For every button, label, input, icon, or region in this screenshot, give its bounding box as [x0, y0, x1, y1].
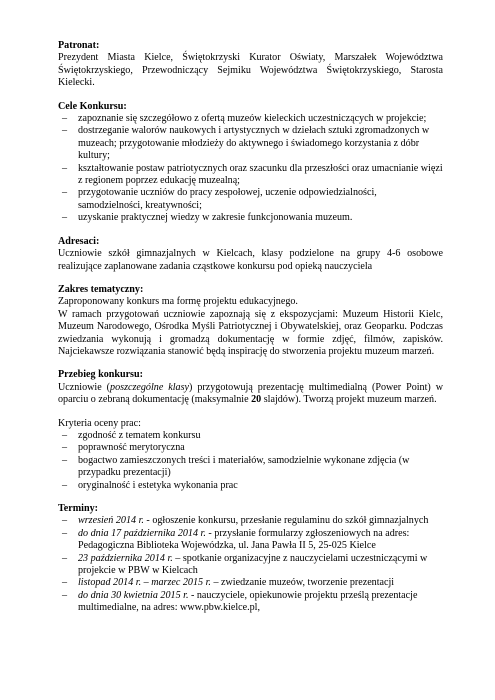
heading-kryteria: Kryteria oceny prac: [58, 417, 141, 429]
section-zakres [58, 284, 443, 358]
dash-marker: – [62, 212, 68, 224]
termin-text: – spotkanie organizacyjne z nauczycielami uczestniczącymi w projekcie w PBW w Kielcach [78, 552, 428, 577]
dash-marker: – [62, 187, 68, 199]
list-item [62, 515, 443, 527]
przebieg-part-1: Uczniowie ( [58, 381, 111, 393]
heading-patronat: Patronat: [58, 40, 100, 51]
list-item [62, 442, 443, 454]
termin-text: - przysłanie formularzy zgłoszeniowych na adres: Pedagogiczna Biblioteka Wojewódzka, ul. Jana Pawła II 5, 25-025 Kielce [78, 527, 410, 552]
dash-marker: – [62, 429, 68, 441]
list-item-text: poprawność merytoryczna [78, 442, 185, 454]
list-item-text: uzyskanie praktycznej wiedzy w zakresie funkcjonowania muzeum. [78, 212, 353, 224]
list-item [62, 577, 443, 589]
list-item [62, 429, 443, 442]
terminy-list [58, 515, 443, 614]
list-item-text: zapoznanie się szczegółowo z ofertą muzeów kieleckich uczestniczących w projekcie; [78, 113, 427, 125]
list-item [62, 212, 443, 224]
przebieg-part-2: ) przygotowują prezentację multimedialną (Power Point) w oparciu o zebraną dokumentację (maksymalnie [58, 381, 444, 406]
dash-marker: – [62, 162, 68, 174]
dash-marker: – [62, 515, 68, 527]
section-kryteria [58, 418, 443, 492]
list-item [62, 527, 443, 553]
zakres-line-2: W ramach przygotowań uczniowie zapoznają się z ekspozycjami: Muzeum Historii Kielc, Muzeum Narodowego, Ośrodka Myśli Patriotycznej i Obywatelskiej, oraz Geoparku. Podczas zwiedzania wykonują i gromadzą dokumentację w formie zdjęć, filmów, zapisków. Najciekawsze rozwiązania stanowić będą inspirację do stworzenia projektu muzeum marzeń. [58, 308, 443, 357]
heading-cele: Cele Konkursu: [58, 100, 127, 112]
list-item-text: oryginalność i estetyka wykonania prac [78, 479, 238, 491]
dash-marker: – [62, 552, 68, 564]
list-item [62, 187, 443, 212]
termin-date: listopad 2014 r. – marzec 2015 r. [78, 577, 211, 589]
termin-text: - nauczyciele, opiekunowie projektu prześlą prezentacje multimedialne, na adres: www.pbw.kielce.pl, [78, 589, 418, 614]
list-item [62, 454, 443, 480]
list-item-text: przygotowanie uczniów do pracy zespołowej, uczenie odpowiedzialności, samodzielności, kreatywności; [78, 187, 377, 211]
przebieg-bold-number: 20 [251, 394, 262, 406]
dash-marker: – [62, 113, 68, 125]
termin-date: 23 października 2014 r. [78, 552, 173, 564]
section-przebieg [58, 369, 443, 406]
dash-marker: – [62, 479, 68, 491]
dash-marker: – [62, 442, 68, 454]
list-item [62, 479, 443, 492]
przebieg-italic: poszczególne klasy [110, 381, 190, 393]
dash-marker: – [62, 527, 68, 539]
przebieg-text [58, 382, 443, 407]
section-cele [58, 101, 443, 225]
section-adresaci [58, 236, 443, 273]
cele-list [58, 113, 443, 225]
dash-marker: – [62, 125, 68, 137]
przebieg-part-3: slajdów). Tworzą projekt muzeum marzeń. [261, 394, 437, 406]
termin-date: wrzesień 2014 r. [78, 515, 144, 527]
list-item [62, 162, 443, 188]
list-item-text: zgodność z tematem konkursu [78, 429, 201, 441]
list-item-text: dostrzeganie walorów naukowych i artystycznych w dziełach sztuki zgromadzonych w muzeach; przygotowanie młodzieży do aktywnego i świadomego korzystania z dóbr kultury; [78, 125, 430, 162]
list-item-text: kształtowanie postaw patriotycznych oraz szacunku dla przeszłości oraz umacnianie więzi z regionem poprzez edukację muzealną; [78, 162, 443, 187]
document-content [58, 40, 443, 626]
list-item [62, 552, 443, 578]
patronat-text: Prezydent Miasta Kielce, Świętokrzyski Kurator Oświaty, Marszałek Województwa Świętokrzyskiego, Przewodniczący Sejmiku Województwa Świętokrzyskiego, Starosta Kielecki. [58, 52, 443, 89]
list-item [62, 113, 443, 125]
list-item [62, 589, 443, 615]
heading-przebieg: Przebieg konkursu: [58, 369, 143, 381]
dash-marker: – [62, 589, 68, 601]
section-patronat [58, 40, 443, 90]
heading-terminy: Terminy: [58, 503, 98, 514]
kryteria-list [58, 430, 443, 492]
section-terminy [58, 503, 443, 615]
heading-adresaci: Adresaci: [58, 235, 100, 247]
termin-date: do dnia 17 października 2014 r. [78, 527, 206, 539]
zakres-line-1: Zaproponowany konkurs ma formę projektu edukacyjnego. [58, 296, 298, 308]
termin-text: - ogłoszenie konkursu, przesłanie regulaminu do szkół gimnazjalnych [143, 515, 429, 527]
heading-zakres: Zakres tematyczny: [58, 283, 144, 295]
dash-marker: – [62, 454, 68, 466]
adresaci-text: Uczniowie szkół gimnazjalnych w Kielcach, klasy podzielone na grupy 4-6 osobowe realizujące zaplanowane zadania cząstkowe konkursu pod opieką nauczyciela [58, 248, 443, 272]
list-item-text: bogactwo zamieszczonych treści i materiałów, samodzielnie wykonane zdjęcia (w przypadku prezentacji) [78, 454, 410, 479]
list-item [62, 125, 443, 162]
dash-marker: – [62, 577, 68, 589]
termin-date: do dnia 30 kwietnia 2015 r. [78, 589, 189, 601]
termin-text: – zwiedzanie muzeów, tworzenie prezentacji [210, 577, 395, 589]
